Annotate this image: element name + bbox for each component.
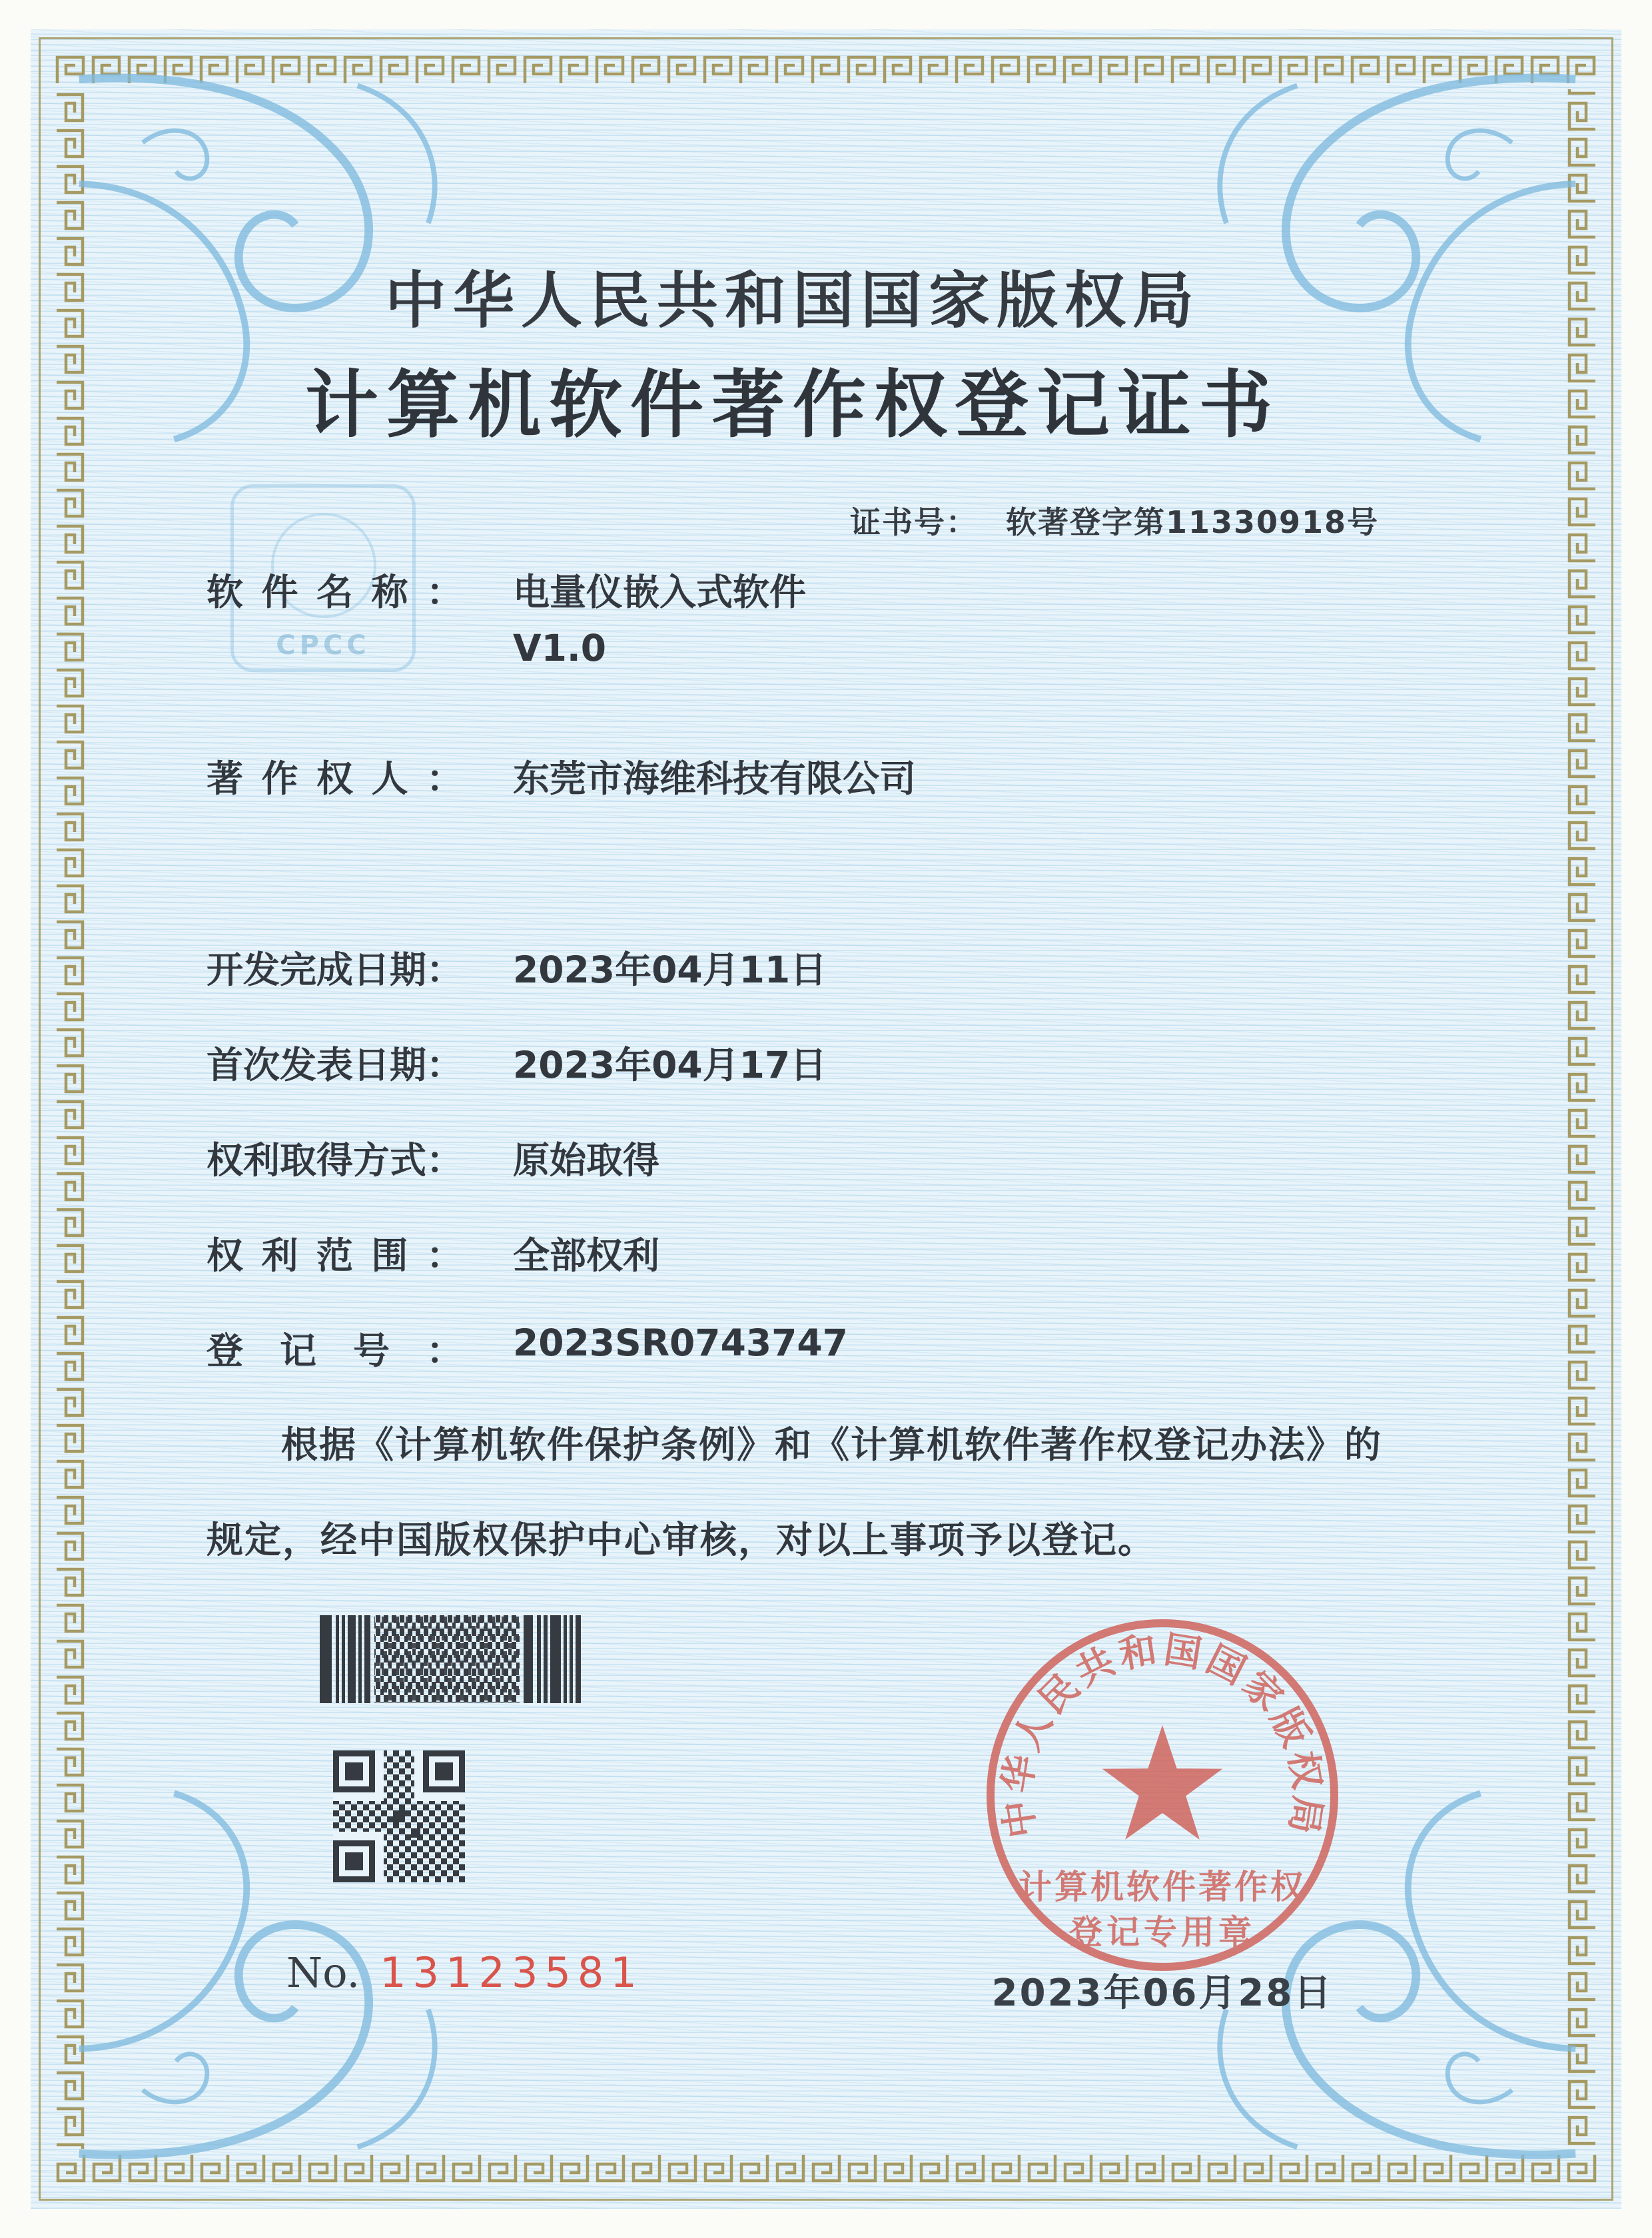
field-value: 2023年04月11日 bbox=[513, 948, 827, 991]
field-label: 权利范围： bbox=[206, 1234, 463, 1277]
serial-number: 13123581 bbox=[380, 1948, 643, 1997]
field-value: 2023SR0743747 bbox=[513, 1321, 848, 1364]
field-dev-complete-date bbox=[206, 940, 827, 993]
certificate-number-value: 软著登字第11330918号 bbox=[1005, 504, 1379, 540]
field-right-acquisition bbox=[206, 1131, 660, 1184]
field-copyright-owner bbox=[206, 749, 917, 802]
certificate-number-label: 证书号： bbox=[849, 504, 978, 540]
field-value: 全部权利 bbox=[513, 1234, 660, 1277]
field-label: 软件名称： bbox=[206, 571, 463, 613]
field-label: 首次发表日期： bbox=[206, 1044, 464, 1086]
field-value: 东莞市海维科技有限公司 bbox=[513, 757, 917, 800]
seal-ring-text: 中华人民共和国国家版权局 bbox=[995, 1628, 1330, 1841]
field-value: 原始取得 bbox=[513, 1139, 660, 1182]
authority-title: 中华人民共和国国家版权局 bbox=[384, 265, 1200, 336]
field-label: 著作权人： bbox=[206, 757, 463, 800]
statement-line-2: 规定，经中国版权保护中心审核，对以上事项予以登记。 bbox=[206, 1519, 1156, 1561]
serial-prefix: No. bbox=[286, 1948, 360, 1997]
issue-date: 2023年06月28日 bbox=[991, 1972, 1334, 2015]
field-value: 电量仪嵌入式软件 bbox=[513, 571, 807, 613]
field-first-publish-date bbox=[206, 1036, 827, 1088]
field-value: 2023年04月17日 bbox=[513, 1044, 827, 1086]
statement-line-1: 根据《计算机软件保护条例》和《计算机软件著作权登记办法》的 bbox=[281, 1423, 1383, 1466]
star-icon bbox=[1102, 1725, 1223, 1840]
field-label: 登记号： bbox=[206, 1329, 463, 1372]
official-seal bbox=[949, 1582, 1376, 2008]
seal-text-line-2: 登记专用章 bbox=[1069, 1913, 1256, 1952]
qr-code bbox=[333, 1750, 465, 1882]
serial-number-line bbox=[286, 1948, 643, 1997]
field-registration-number bbox=[206, 1321, 848, 1374]
certificate-number-line bbox=[850, 498, 1379, 542]
cpcc-watermark-label: CPCC bbox=[276, 630, 370, 661]
field-value: V1.0 bbox=[513, 627, 606, 669]
field-software-name bbox=[206, 563, 807, 615]
field-label: 开发完成日期： bbox=[206, 948, 464, 991]
pdf417-barcode bbox=[320, 1615, 581, 1703]
field-right-scope bbox=[206, 1226, 660, 1279]
seal-text-line-1: 计算机软件著作权 bbox=[1019, 1868, 1306, 1906]
certificate-title: 计算机软件著作权登记证书 bbox=[305, 362, 1280, 448]
field-label: 权利取得方式： bbox=[206, 1139, 464, 1182]
